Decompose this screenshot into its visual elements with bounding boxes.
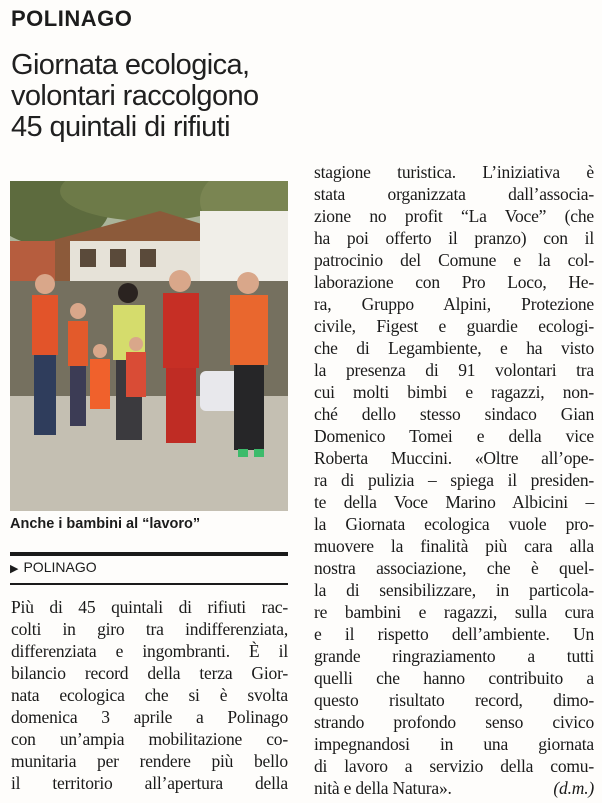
kicker: POLINAGO: [11, 6, 133, 31]
body-line: munitaria per rendere più bello: [11, 751, 288, 771]
body-line: laborazione con Pro Loco, He-: [314, 272, 594, 292]
headline: [11, 50, 311, 143]
section-tag: [10, 559, 97, 575]
body-line: ra di pulizia – spiega il presiden-: [314, 470, 594, 490]
body-line: re bambini e ragazzi, sulla cura: [314, 602, 594, 622]
body-line: Domenico Tomei e della vice: [314, 426, 594, 446]
body-line: muovere la finalità più cara alla: [314, 536, 594, 556]
body-line: cui molti bimbi e ragazzi, non-: [314, 382, 594, 402]
divider: [10, 583, 288, 585]
volunteers-group-photo: [10, 181, 288, 511]
body-line: differenziata e ingombranti. È il: [11, 641, 288, 661]
body-line: di lavoro a servizio della comu-: [314, 756, 594, 776]
body-line: impegnandosi in una giornata: [314, 734, 594, 754]
body-line: ché dello stesso sindaco Gian: [314, 404, 594, 424]
body-line: patrocinio del Comune e la col-: [314, 250, 594, 270]
body-line: Più di 45 quintali di rifiuti rac-: [11, 597, 288, 617]
body-line: bilancio record della terza Gior-: [11, 663, 288, 683]
body-line: nità e della Natura».: [314, 778, 452, 798]
body-line: nostra associazione, che è quel-: [314, 558, 594, 578]
body-column-right: [314, 161, 594, 799]
divider: [10, 552, 288, 556]
body-line: stagione turistica. L’iniziativa è: [314, 162, 594, 182]
body-line: strando profondo senso civico: [314, 712, 594, 732]
body-line: civile, Figest e guardie ecologi-: [314, 316, 594, 336]
author-signature: (d.m.): [553, 778, 594, 798]
body-line-last: [314, 777, 594, 799]
body-line: ra, Gruppo Alpini, Protezione: [314, 294, 594, 314]
body-line: il territorio all’apertura della: [11, 773, 288, 793]
body-line: che di Legambiente, e ha visto: [314, 338, 594, 358]
body-line: colti in giro tra indifferenziata,: [11, 619, 288, 639]
photo-caption: Anche i bambini al “lavoro”: [10, 516, 201, 532]
section-tag-label: POLINAGO: [23, 559, 97, 575]
body-line: domenica 3 aprile a Polinago: [11, 707, 288, 727]
headline-line: 45 quintali di rifiuti: [11, 111, 230, 143]
article-photo: [10, 181, 288, 511]
body-line: la presenza di 91 volontari tra: [314, 360, 594, 380]
body-line: quelli che hanno contribuito a: [314, 668, 594, 688]
body-line: la Giornata ecologica vuole pro-: [314, 514, 594, 534]
body-line: nata ecologica che si è svolta: [11, 685, 288, 705]
body-line: zione no profit “La Voce” (che: [314, 206, 594, 226]
body-line: ha poi offerto il pranzo) con il: [314, 228, 594, 248]
body-line: con un’ampia mobilitazione co-: [11, 729, 288, 749]
body-line: stata organizzata dall’associa-: [314, 184, 594, 204]
body-line: te della Voce Marino Albicini –: [314, 492, 594, 512]
body-line: e il rispetto dell’ambiente. Un: [314, 624, 594, 644]
triangle-bullet-icon: ▶: [10, 563, 19, 575]
body-line: la di sensibilizzare, in particola-: [314, 580, 594, 600]
body-line: Roberta Muccini. «Oltre all’ope-: [314, 448, 594, 468]
headline-line: Giornata ecologica,: [11, 49, 250, 81]
body-column-left: [11, 596, 288, 794]
headline-line: volontari raccolgono: [11, 80, 259, 112]
body-line: grande ringraziamento a tutti: [314, 646, 594, 666]
body-line: questo risultato record, dimo-: [314, 690, 594, 710]
